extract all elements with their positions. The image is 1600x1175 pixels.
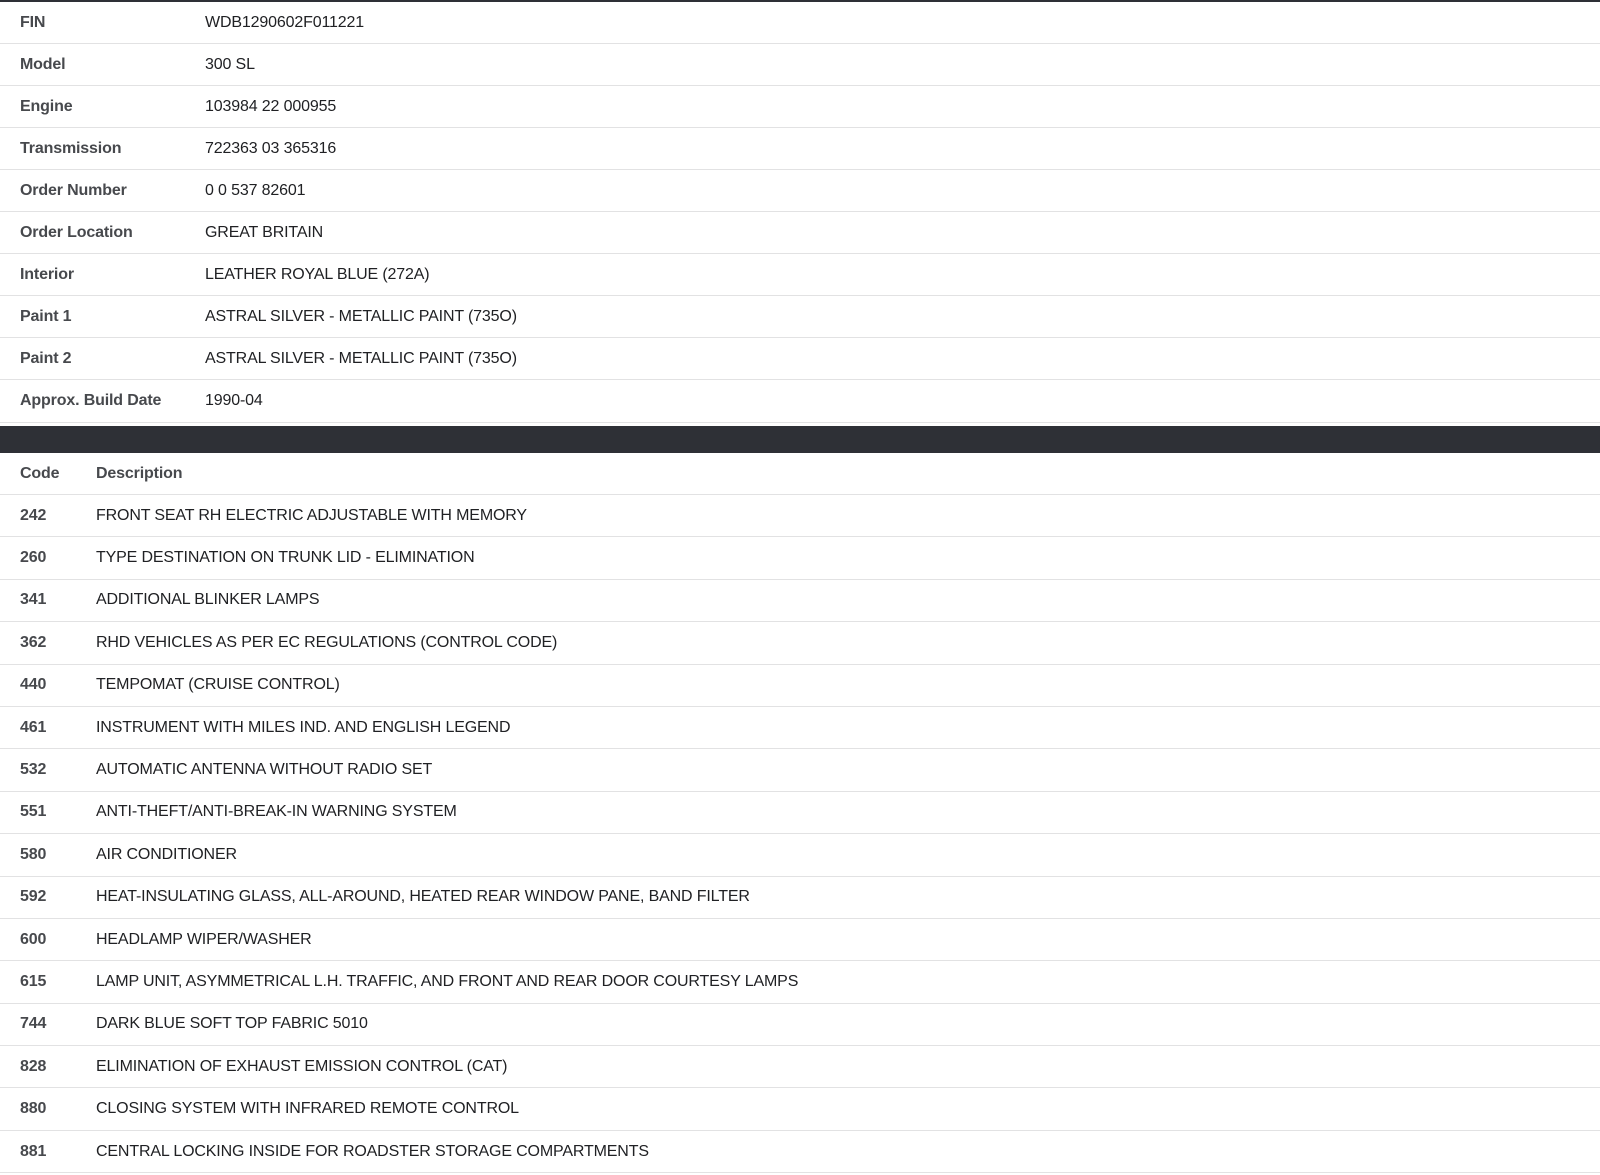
option-row: [0, 961, 1600, 1003]
option-code: 744: [20, 1015, 47, 1033]
spec-row: [0, 170, 1600, 212]
section-divider-bar: [0, 426, 1600, 453]
spec-value: LEATHER ROYAL BLUE (272A): [205, 265, 430, 283]
option-row: [0, 495, 1600, 537]
option-codes-table: [0, 453, 1600, 1173]
spec-value: 300 SL: [205, 55, 255, 73]
spec-value: GREAT BRITAIN: [205, 223, 324, 241]
option-row: [0, 622, 1600, 664]
option-code: 580: [20, 845, 47, 863]
spec-value: 0 0 537 82601: [205, 181, 306, 199]
spec-value: 1990-04: [205, 392, 263, 409]
spec-label: Engine: [20, 97, 73, 115]
option-description: ADDITIONAL BLINKER LAMPS: [96, 591, 320, 609]
spec-label: Transmission: [20, 139, 122, 157]
option-row: [0, 1131, 1600, 1173]
option-description: RHD VEHICLES AS PER EC REGULATIONS (CONTROL CODE): [96, 633, 558, 651]
option-code: 881: [20, 1142, 47, 1160]
spec-row: [0, 380, 1600, 422]
option-description: TEMPOMAT (CRUISE CONTROL): [96, 676, 340, 694]
spec-value: 722363 03 365316: [205, 139, 337, 157]
spec-label: Interior: [20, 265, 74, 283]
spec-value: ASTRAL SILVER - METALLIC PAINT (735O): [205, 349, 517, 367]
description-column-header: Description: [96, 464, 183, 482]
option-description: CLOSING SYSTEM WITH INFRARED REMOTE CONTROL: [96, 1100, 519, 1118]
option-row: [0, 792, 1600, 834]
options-rows: [0, 495, 1600, 1173]
option-code: 880: [20, 1100, 47, 1118]
spec-label: Model: [20, 55, 66, 73]
option-description: AUTOMATIC ANTENNA WITHOUT RADIO SET: [96, 761, 433, 779]
option-code: 242: [20, 506, 47, 524]
option-row: [0, 919, 1600, 961]
option-code: 260: [20, 549, 47, 567]
option-row: [0, 707, 1600, 749]
spec-label: Order Number: [20, 181, 127, 199]
spec-label: Order Location: [20, 223, 133, 241]
vehicle-spec-table: [0, 0, 1600, 423]
spec-label: Approx. Build Date: [20, 392, 162, 409]
spec-value: ASTRAL SILVER - METALLIC PAINT (735O): [205, 307, 517, 325]
spec-row: [0, 254, 1600, 296]
option-row: [0, 1088, 1600, 1130]
option-code: 615: [20, 972, 47, 990]
option-code: 461: [20, 718, 47, 736]
option-row: [0, 537, 1600, 579]
option-code: 592: [20, 888, 47, 906]
option-row: [0, 877, 1600, 919]
spec-value: WDB1290602F011221: [205, 13, 365, 31]
option-description: ELIMINATION OF EXHAUST EMISSION CONTROL (CAT): [96, 1057, 508, 1075]
option-code: 362: [20, 633, 47, 651]
spec-row: [0, 2, 1600, 44]
spec-label: Paint 1: [20, 307, 72, 325]
option-row: [0, 749, 1600, 791]
spec-label: FIN: [20, 13, 46, 31]
spec-label: Paint 2: [20, 349, 72, 367]
option-row: [0, 1004, 1600, 1046]
option-description: AIR CONDITIONER: [96, 845, 237, 863]
option-description: HEAT-INSULATING GLASS, ALL-AROUND, HEATED REAR WINDOW PANE, BAND FILTER: [96, 888, 750, 906]
spec-row: [0, 212, 1600, 254]
spec-row: [0, 296, 1600, 338]
option-description: DARK BLUE SOFT TOP FABRIC 5010: [96, 1015, 368, 1033]
option-description: ANTI-THEFT/ANTI-BREAK-IN WARNING SYSTEM: [96, 803, 457, 821]
code-column-header: Code: [20, 464, 60, 482]
option-description: TYPE DESTINATION ON TRUNK LID - ELIMINATION: [96, 549, 475, 567]
spec-row: [0, 338, 1600, 380]
option-row: [0, 580, 1600, 622]
option-code: 551: [20, 803, 47, 821]
spec-row: [0, 128, 1600, 170]
option-row: [0, 834, 1600, 876]
option-description: FRONT SEAT RH ELECTRIC ADJUSTABLE WITH MEMORY: [96, 506, 527, 524]
option-code: 600: [20, 930, 47, 948]
option-description: LAMP UNIT, ASYMMETRICAL L.H. TRAFFIC, AND FRONT AND REAR DOOR COURTESY LAMPS: [96, 972, 799, 990]
option-description: CENTRAL LOCKING INSIDE FOR ROADSTER STORAGE COMPARTMENTS: [96, 1142, 649, 1160]
option-code: 532: [20, 761, 47, 779]
option-row: [0, 1046, 1600, 1088]
option-code: 440: [20, 676, 47, 694]
spec-value: 103984 22 000955: [205, 97, 337, 115]
option-description: INSTRUMENT WITH MILES IND. AND ENGLISH LEGEND: [96, 718, 511, 736]
options-header-row: [0, 453, 1600, 495]
option-code: 828: [20, 1057, 47, 1075]
option-code: 341: [20, 591, 47, 609]
spec-row: [0, 44, 1600, 86]
spec-row: [0, 86, 1600, 128]
option-row: [0, 665, 1600, 707]
option-description: HEADLAMP WIPER/WASHER: [96, 930, 312, 948]
